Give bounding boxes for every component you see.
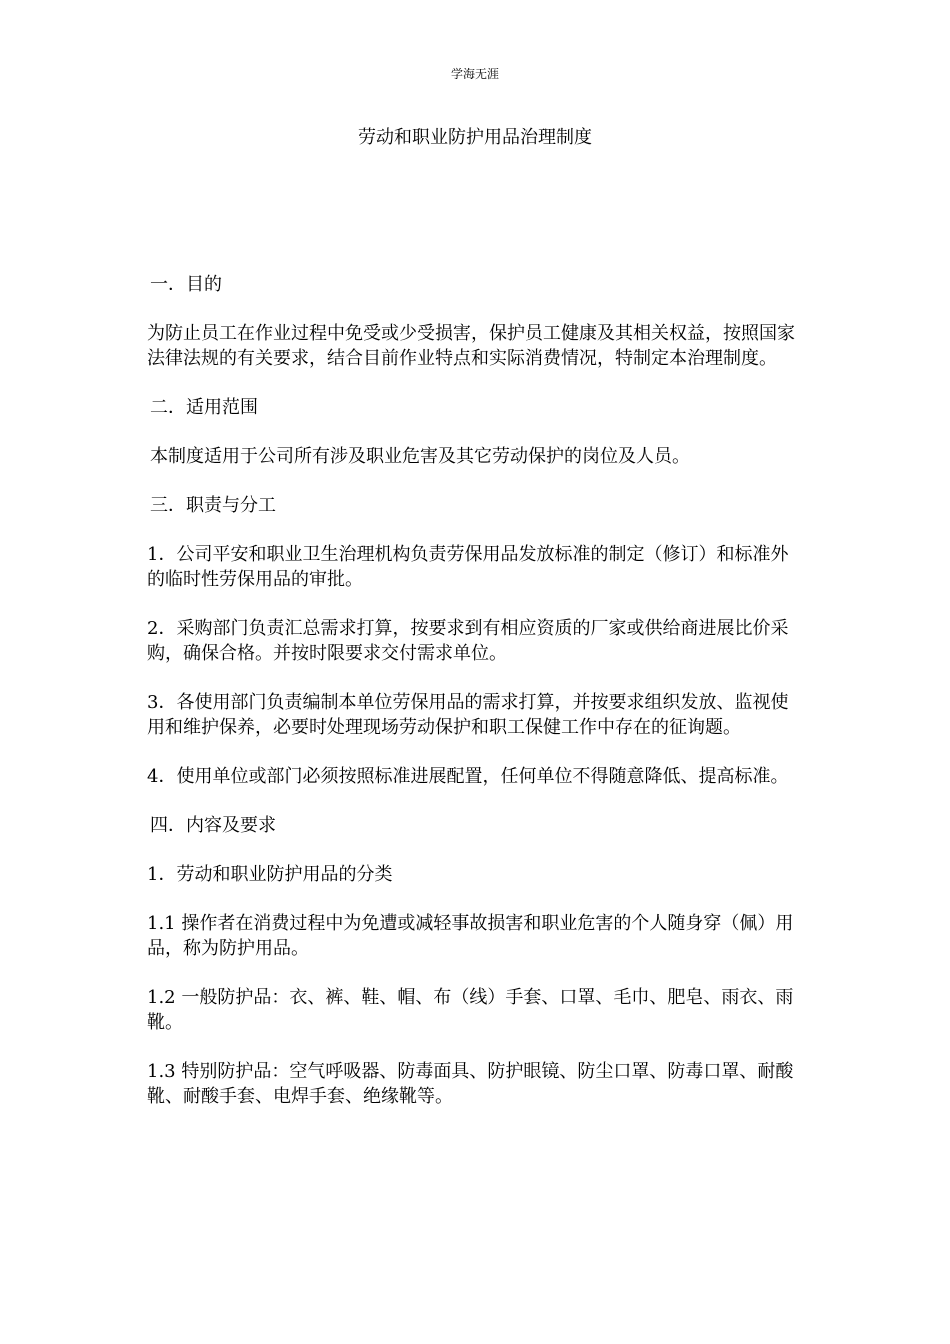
document-title: 劳动和职业防护用品治理制度 bbox=[358, 127, 592, 148]
paragraph-item-1-3: 1.3 特别防护品：空气呼吸器、防毒面具、防护眼镜、防尘口罩、防毒口罩、耐酸靴、耐酸手套、电焊手套、绝缘靴等。 bbox=[147, 1061, 794, 1107]
paragraph-scope: 本制度适用于公司所有涉及职业危害及其它劳动保护的岗位及人员。 bbox=[150, 446, 690, 467]
paragraph-responsibility-1: 1．公司平安和职业卫生治理机构负责劳保用品发放标准的制定（修订）和标准外的临时性劳保用品的审批。 bbox=[147, 544, 789, 590]
section-heading-content: 四．内容及要求 bbox=[150, 815, 276, 836]
paragraph-responsibility-2: 2．采购部门负责汇总需求打算，按要求到有相应资质的厂家或供给商进展比价采购，确保合格。并按时限要求交付需求单位。 bbox=[147, 618, 789, 664]
section-heading-scope: 二．适用范围 bbox=[150, 397, 258, 418]
section-heading-responsibilities: 三．职责与分工 bbox=[150, 495, 276, 516]
paragraph-item-1-1: 1.1 操作者在消费过程中为免遭或减轻事故损害和职业危害的个人随身穿（佩）用品，称为防护用品。 bbox=[147, 913, 794, 959]
paragraph-classification: 1．劳动和职业防护用品的分类 bbox=[147, 864, 393, 885]
section-heading-purpose: 一．目的 bbox=[150, 274, 222, 295]
paragraph-item-1-2: 1.2 一般防护品：衣、裤、鞋、帽、布（线）手套、口罩、毛巾、肥皂、雨衣、雨靴。 bbox=[147, 987, 794, 1033]
paragraph-purpose: 为防止员工在作业过程中免受或少受损害，保护员工健康及其相关权益，按照国家法律法规的有关要求，结合目前作业特点和实际消费情况，特制定本治理制度。 bbox=[147, 323, 795, 369]
paragraph-responsibility-3: 3．各使用部门负责编制本单位劳保用品的需求打算，并按要求组织发放、监视使用和维护保养，必要时处理现场劳动保护和职工保健工作中存在的征询题。 bbox=[147, 692, 789, 738]
document-body bbox=[147, 272, 803, 1133]
page-header: 学海无涯 bbox=[450, 67, 499, 81]
paragraph-responsibility-4: 4．使用单位或部门必须按照标准进展配置，任何单位不得随意降低、提高标准。 bbox=[147, 766, 789, 787]
